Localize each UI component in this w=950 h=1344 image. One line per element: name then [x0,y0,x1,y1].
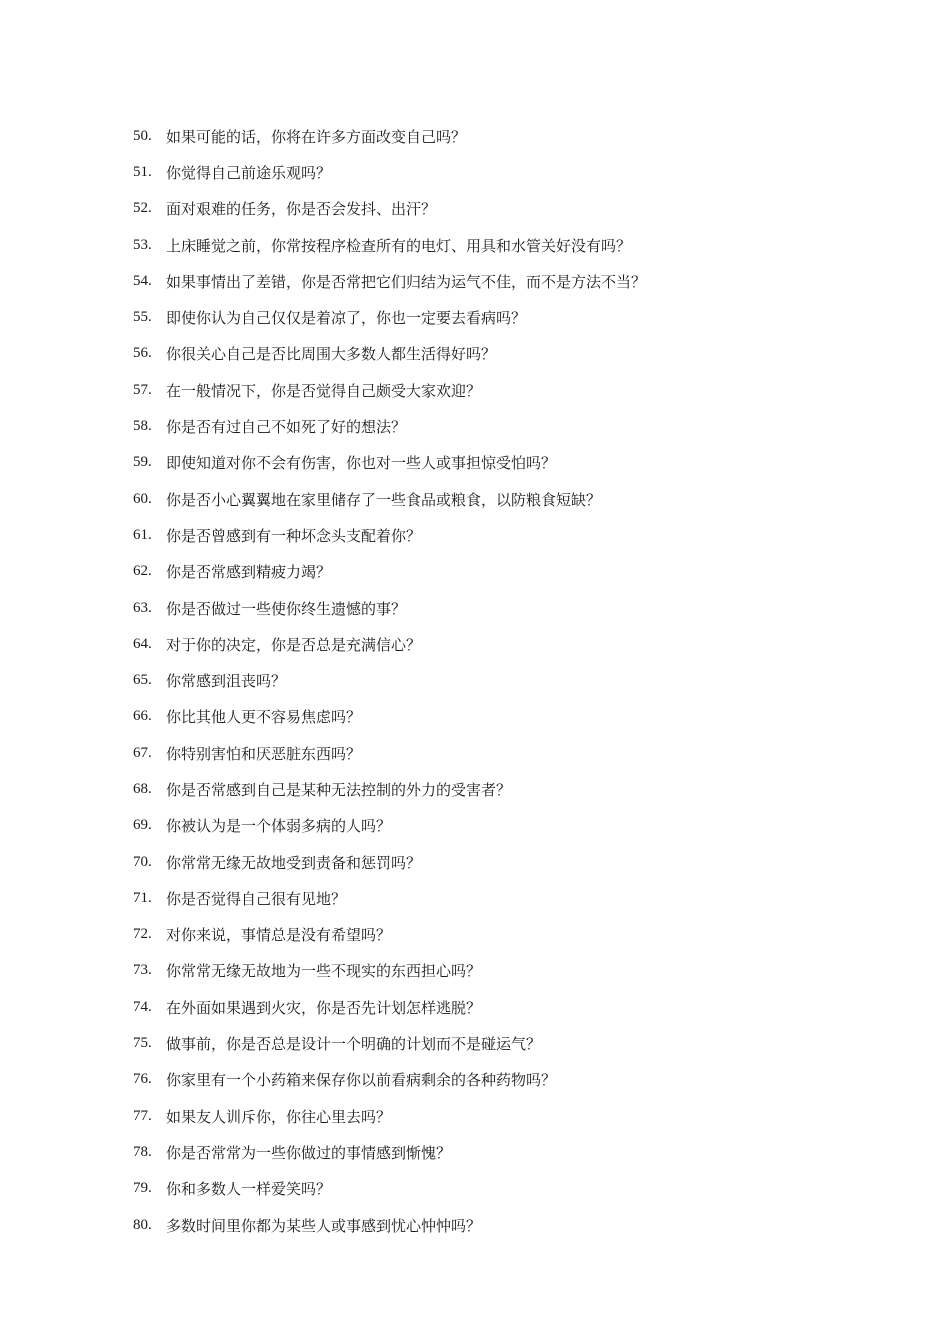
question-text: 你是否觉得自己很有见地？ [166,889,347,908]
question-item [133,408,913,444]
question-number: 77. [133,1107,152,1124]
question-item [133,844,913,880]
question-item [133,1207,913,1243]
question-text: 你常常无缘无故地受到责备和惩罚吗？ [166,853,422,872]
question-item [133,481,913,517]
question-text: 即使知道对你不会有伤害，你也对一些人或事担惊受怕吗？ [166,454,557,473]
question-item [133,336,913,372]
question-number: 65. [133,672,152,689]
question-number: 68. [133,780,152,797]
question-number: 66. [133,708,152,725]
question-number: 70. [133,853,152,870]
question-item [133,372,913,408]
question-number: 56. [133,345,152,362]
question-item [133,227,913,263]
question-number: 62. [133,563,152,580]
question-list [133,118,913,1243]
question-number: 55. [133,309,152,326]
question-text: 你是否常常为一些你做过的事情感到惭愧？ [166,1143,452,1162]
question-number: 71. [133,889,152,906]
question-item [133,735,913,771]
question-number: 78. [133,1143,152,1160]
question-number: 51. [133,163,152,180]
question-text: 如果友人训斥你，你往心里去吗？ [166,1107,392,1126]
question-item [133,118,913,154]
question-text: 多数时间里你都为某些人或事感到忧心忡忡吗？ [166,1216,482,1235]
question-item [133,1062,913,1098]
question-item [133,554,913,590]
question-number: 73. [133,962,152,979]
question-item [133,1134,913,1170]
question-item [133,1098,913,1134]
question-text: 你是否常感到精疲力竭？ [166,563,332,582]
question-number: 59. [133,454,152,471]
question-item [133,1025,913,1061]
question-text: 上床睡觉之前，你常按程序检查所有的电灯、用具和水管关好没有吗？ [166,236,632,255]
question-number: 60. [133,490,152,507]
question-text: 做事前，你是否总是设计一个明确的计划而不是碰运气？ [166,1035,542,1054]
question-item [133,299,913,335]
question-number: 63. [133,599,152,616]
question-number: 79. [133,1180,152,1197]
question-text: 你家里有一个小药箱来保存你以前看病剩余的各种药物吗？ [166,1071,557,1090]
question-number: 57. [133,381,152,398]
question-item [133,917,913,953]
question-text: 你常感到沮丧吗？ [166,672,287,691]
question-number: 67. [133,744,152,761]
question-number: 75. [133,1035,152,1052]
question-text: 对于你的决定，你是否总是充满信心？ [166,635,422,654]
question-number: 53. [133,236,152,253]
question-text: 你和多数人一样爱笑吗？ [166,1180,332,1199]
question-text: 即使你认为自己仅仅是着凉了，你也一定要去看病吗？ [166,309,527,328]
question-item [133,699,913,735]
question-item [133,771,913,807]
question-text: 面对艰难的任务，你是否会发抖、出汗？ [166,200,437,219]
question-text: 你是否常感到自己是某种无法控制的外力的受害者？ [166,780,512,799]
question-number: 61. [133,526,152,543]
question-item [133,445,913,481]
question-text: 你很关心自己是否比周围大多数人都生活得好吗？ [166,345,497,364]
question-item [133,191,913,227]
question-text: 在一般情况下，你是否觉得自己颇受大家欢迎？ [166,381,482,400]
question-item [133,263,913,299]
question-text: 你是否做过一些使你终生遗憾的事？ [166,599,407,618]
question-text: 你觉得自己前途乐观吗？ [166,163,332,182]
question-text: 你是否有过自己不如死了好的想法？ [166,418,407,437]
question-number: 69. [133,817,152,834]
question-text: 你比其他人更不容易焦虑吗？ [166,708,362,727]
question-item [133,953,913,989]
question-text: 你是否小心翼翼地在家里储存了一些食品或粮食，以防粮食短缺？ [166,490,602,509]
question-number: 58. [133,418,152,435]
question-number: 80. [133,1216,152,1233]
question-item [133,590,913,626]
question-number: 64. [133,635,152,652]
question-item [133,662,913,698]
question-text: 你被认为是一个体弱多病的人吗？ [166,817,392,836]
question-item [133,626,913,662]
question-text: 你常常无缘无故地为一些不现实的东西担心吗？ [166,962,482,981]
question-number: 74. [133,998,152,1015]
question-text: 如果可能的话，你将在许多方面改变自己吗？ [166,127,467,146]
question-number: 52. [133,200,152,217]
question-text: 你是否曾感到有一种坏念头支配着你？ [166,526,422,545]
question-text: 对你来说，事情总是没有希望吗？ [166,926,392,945]
question-number: 50. [133,127,152,144]
question-number: 76. [133,1071,152,1088]
question-item [133,880,913,916]
question-number: 72. [133,926,152,943]
question-item [133,154,913,190]
question-text: 如果事情出了差错，你是否常把它们归结为运气不佳，而不是方法不当？ [166,272,647,291]
question-item [133,808,913,844]
question-item [133,517,913,553]
question-text: 你特别害怕和厌恶脏东西吗？ [166,744,362,763]
question-number: 54. [133,272,152,289]
question-item [133,989,913,1025]
question-item [133,1171,913,1207]
question-text: 在外面如果遇到火灾，你是否先计划怎样逃脱？ [166,998,482,1017]
